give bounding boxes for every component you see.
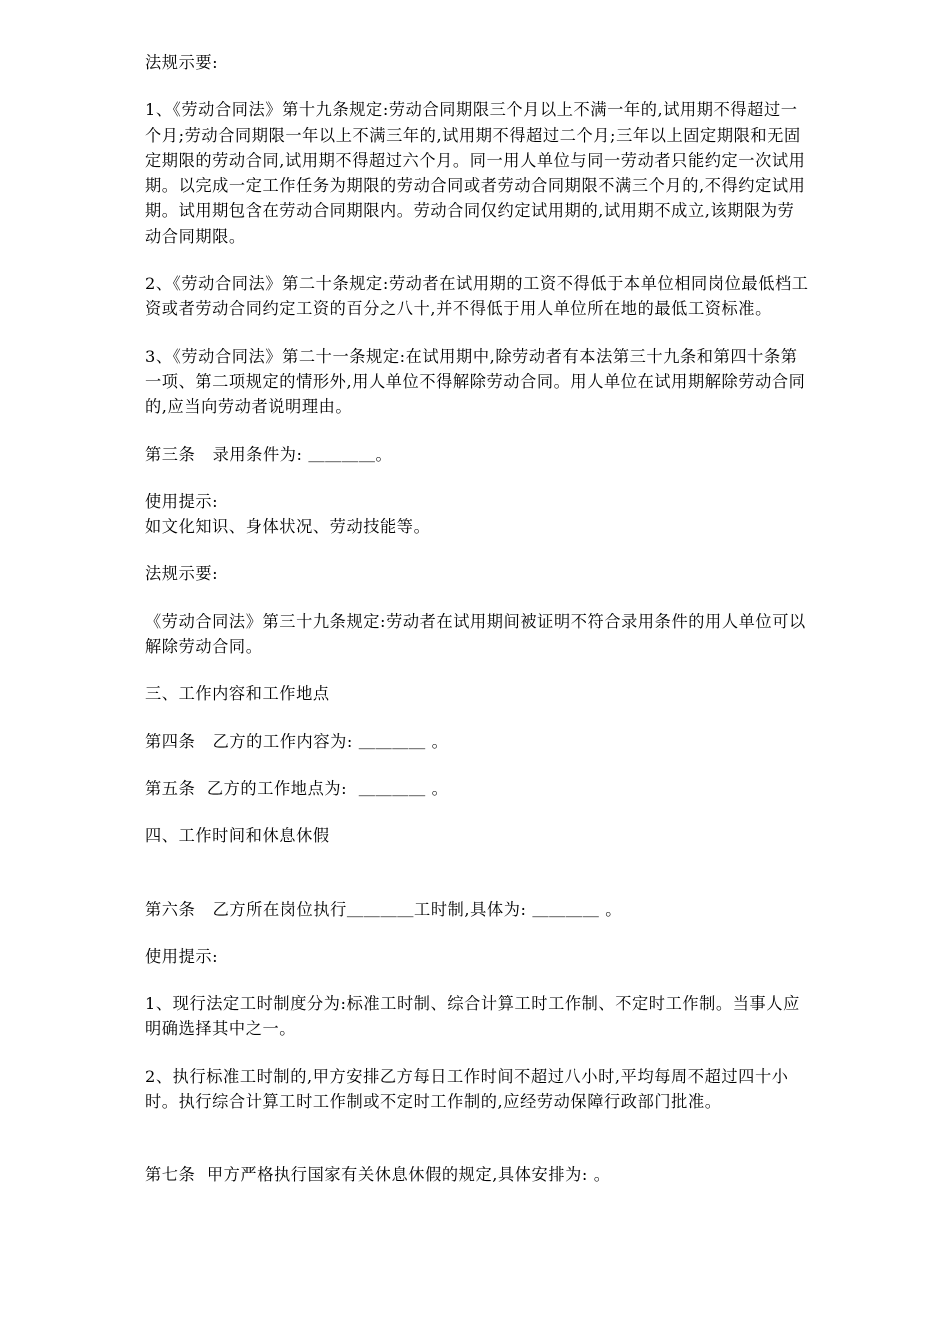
clause-4-work-content: 第四条 乙方的工作内容为: ＿＿＿＿ 。 [145,731,449,751]
usage-tip-text: 如文化知识、身体状况、劳动技能等。 [145,517,431,537]
section-heading-regulations-2: 法规示要: [145,564,219,584]
regulation-article-19: 1、《劳动合同法》第十九条规定:劳动合同期限三个月以上不满一年的,试用期不得超过一个月;劳动合同期限一年以上不满三年的,试用期不得超过二个月;三年以上固定期限和无固定期限的劳动合同,试用期不得超过六个月。同一用人单位与同一劳动者只能约定一次试用期。以完成一定工作任务为期限的劳动合同或者劳动合同期限不满三个月的,不得约定试用期。试用期包含在劳动合同期限内。劳动合同仅约定试用期的,试用期不成立,该期限为劳动合同期限。 [145,100,806,246]
usage-tip-heading: 使用提示: [145,491,219,511]
section-heading-regulations: 法规示要: [145,53,219,72]
clause-6-working-hours: 第六条 乙方所在岗位执行＿＿＿＿工时制,具体为: ＿＿＿＿ 。 [145,899,622,919]
document-page [145,50,810,1188]
regulation-article-39: 《劳动合同法》第三十九条规定:劳动者在试用期间被证明不符合录用条件的用人单位可以解除劳动合同。 [145,611,806,657]
chapter-4-heading: 四、工作时间和休息休假 [145,826,330,846]
usage-tip-hours-1: 1、现行法定工时制度分为:标准工时制、综合计算工时工作制、不定时工作制。当事人应明确选择其中之一。 [145,994,800,1039]
clause-3-hiring-conditions: 第三条 录用条件为: ＿＿＿＿。 [145,444,393,464]
clause-5-work-location: 第五条 乙方的工作地点为: ＿＿＿＿ 。 [145,778,449,798]
usage-tip-hours-2: 2、执行标准工时制的,甲方安排乙方每日工作时间不超过八小时,平均每周不超过四十小时。执行综合计算工时工作制或不定时工作制的,应经劳动保障行政部门批准。 [145,1066,789,1112]
regulation-article-21: 3、《劳动合同法》第二十一条规定:在试用期中,除劳动者有本法第三十九条和第四十条第一项、第二项规定的情形外,用人单位不得解除劳动合同。用人单位在试用期解除劳动合同的,应当向劳动者说明理由。 [145,346,806,417]
clause-7-rest-leave: 第七条 甲方严格执行国家有关休息休假的规定,具体安排为: 。 [145,1165,611,1185]
chapter-3-heading: 三、工作内容和工作地点 [145,684,330,704]
regulation-article-20: 2、《劳动合同法》第二十条规定:劳动者在试用期的工资不得低于本单位相同岗位最低档工资或者劳动合同约定工资的百分之八十,并不得低于用人单位所在地的最低工资标准。 [145,274,809,319]
usage-tip-heading-2: 使用提示: [145,946,219,966]
